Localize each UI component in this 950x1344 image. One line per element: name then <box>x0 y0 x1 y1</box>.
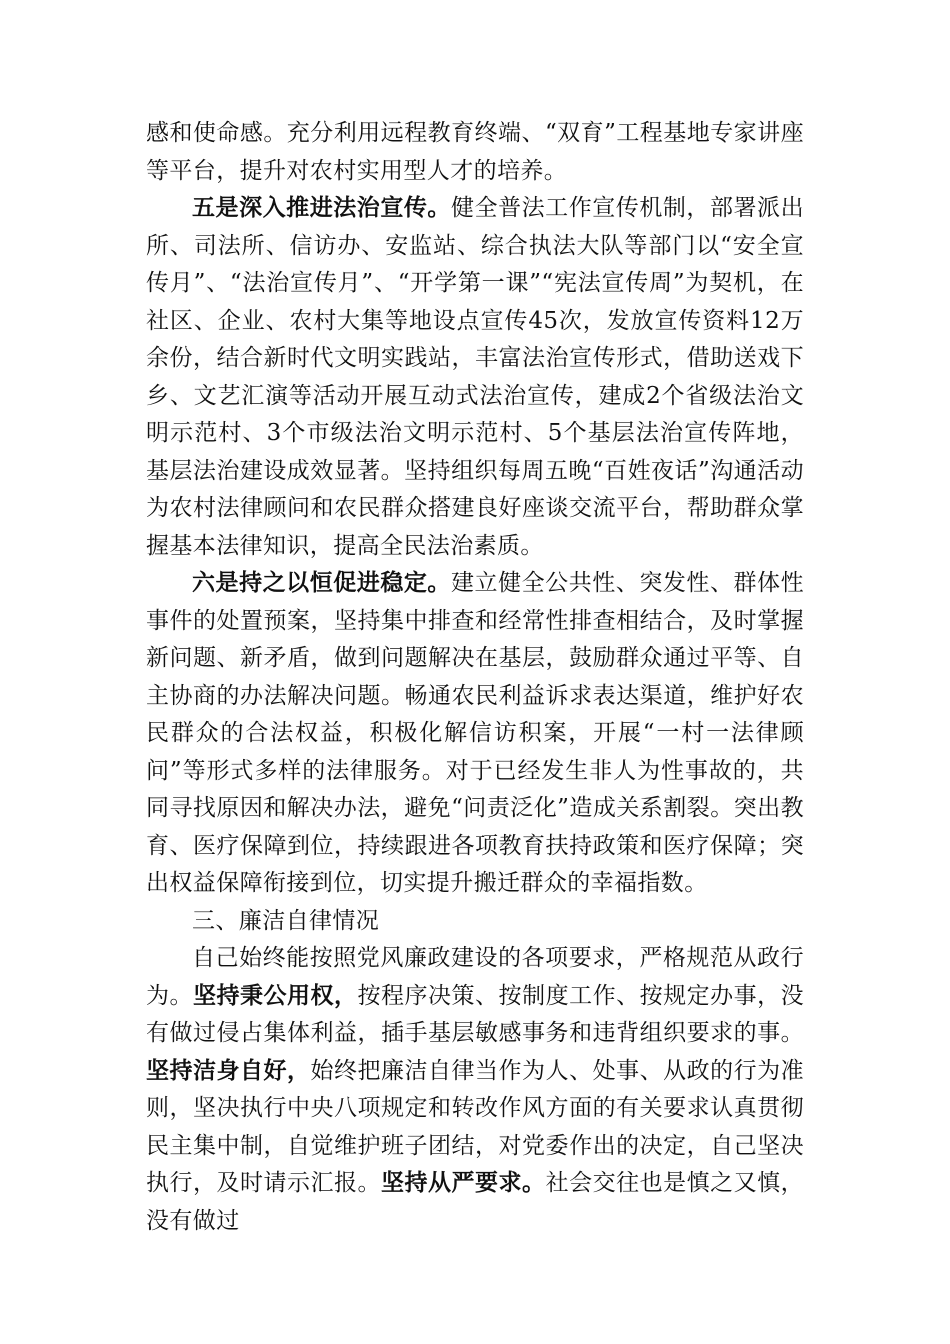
section-heading: 三、廉洁自律情况 <box>192 907 380 934</box>
paragraph-text: 按程序决策、按制度工作、按规定办事，没有做过侵占集体利益，插手基层敏感事务和违背组织要求的事。 <box>146 982 804 1046</box>
paragraph-stability <box>146 565 804 903</box>
paragraph-integrity <box>146 940 804 1240</box>
paragraph-text: 建立健全公共性、突发性、群体性事件的处置预案，坚持集中排查和经常性排查相结合，及时掌握新问题、新矛盾，做到问题解决在基层，鼓励群众通过平等、自主协商的办法解决问题。畅通农民利益诉求表达渠道，维护好农民群众的合法权益，积极化解信访积案，开展“一村一法律顾问”等形式多样的法律服务。对于已经发生非人为性事故的，共同寻找原因和解决办法，避免“问责泛化”造成关系割裂。突出教育、医疗保障到位，持续跟进各项教育扶持政策和医疗保障；突出权益保障衔接到位，切实提升搬迁群众的幸福指数。 <box>146 570 804 896</box>
document-page <box>146 115 804 1240</box>
paragraph-emphasis: 坚持洁身自好， <box>146 1057 311 1084</box>
paragraph-continuation <box>146 115 804 190</box>
paragraph-text: 健全普法工作宣传机制，部署派出所、司法所、信访办、安监站、综合执法大队等部门以“安全宣传月”、“法治宣传月”、“开学第一课”“宪法宣传周”为契机，在社区、企业、农村大集等地设点宣传45次，发放宣传资料12万余份，结合新时代文明实践站，丰富法治宣传形式，借助送戏下乡、文艺汇演等活动开展互动式法治宣传，建成2个省级法治文明示范村、3个市级法治文明示范村、5个基层法治宣传阵地，基层法治建设成效显著。坚持组织每周五晚“百姓夜话”沟通活动为农村法律顾问和农民群众搭建良好座谈交流平台，帮助群众掌握基本法律知识，提高全民法治素质。 <box>146 195 804 559</box>
paragraph-text: 感和使命感。充分利用远程教育终端、“双育”工程基地专家讲座等平台，提升对农村实用型人才的培养。 <box>146 120 804 184</box>
paragraph-text: 社会交往也是慎之又慎，没有做过 <box>146 1170 804 1234</box>
paragraph-emphasis: 坚持从严要求。 <box>381 1170 546 1196</box>
paragraph-text: 始终把廉洁自律当作为人、处事、从政的行为准则，坚决执行中央八项规定和转改作风方面的有关要求认真贯彻民主集中制，自觉维护班子团结，对党委作出的决定，自己坚决执行，及时请示汇报。 <box>146 1057 804 1196</box>
paragraph-text: 自己始终能按照党风廉政建设的各项要求，严格规范从政行为。 <box>146 945 804 1009</box>
paragraph-emphasis: 坚持秉公用权， <box>193 982 358 1009</box>
paragraph-lead: 六是持之以恒促进稳定。 <box>192 570 451 596</box>
paragraph-lead: 五是深入推进法治宣传。 <box>192 195 451 221</box>
paragraph-legal-publicity <box>146 190 804 565</box>
